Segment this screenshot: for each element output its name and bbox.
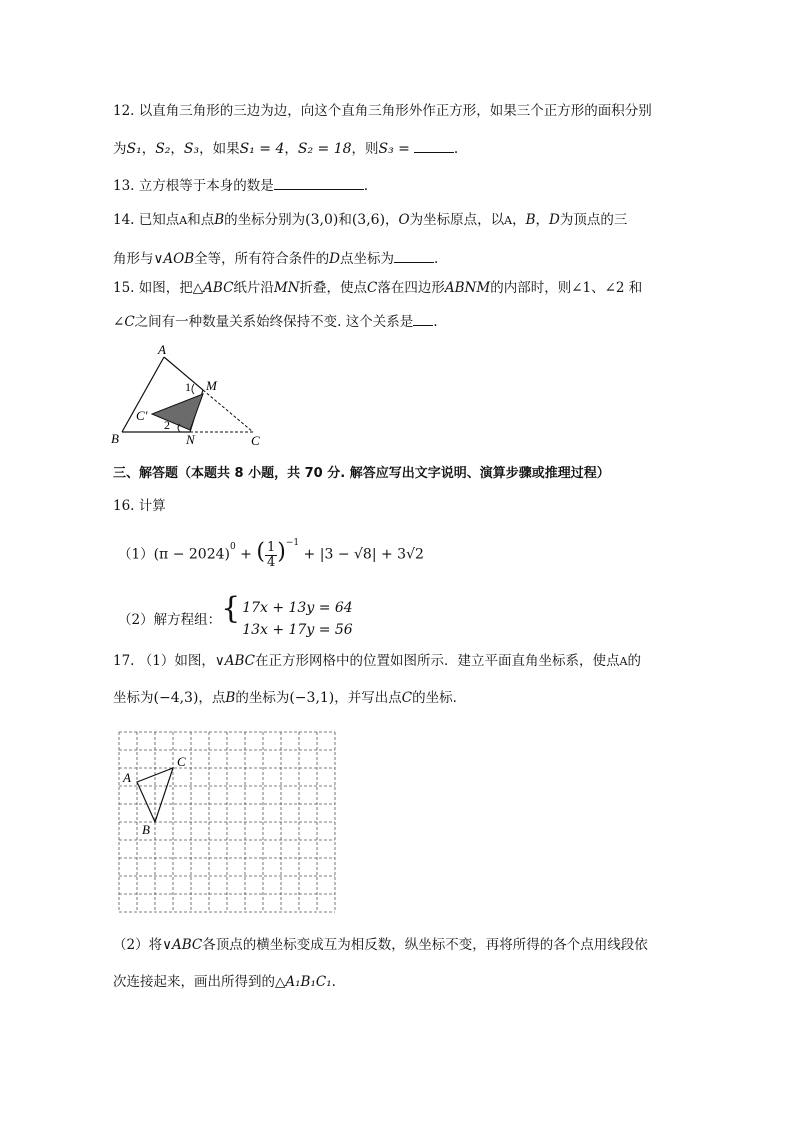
- q15-C2: C: [124, 314, 135, 330]
- q12-eq1: S₁ = 4: [239, 141, 285, 157]
- q16-p1-rest: + |3 − √8| + 3√2: [299, 546, 424, 563]
- q16-eq2: 13x + 17y = 56: [242, 622, 353, 638]
- q15-C: C: [367, 280, 378, 296]
- q14-t7: ，: [512, 212, 526, 228]
- q14-t12: 点坐标为: [339, 251, 394, 267]
- q16-p1-label: （1）: [118, 546, 154, 563]
- q17-t3: 的: [627, 653, 641, 669]
- q14-tail: .: [433, 251, 439, 267]
- q12-text: 12. 以直角三角形的三边为边，向这个直角三角形外作正方形，如果三个正方形的面积分别: [113, 103, 652, 119]
- q15-t3: 折叠，使点: [299, 280, 368, 296]
- q16-p1-frac-den: 4: [266, 554, 276, 570]
- q16-system: [242, 597, 353, 641]
- q17-p2-tail: .: [331, 974, 336, 990]
- q17-tri: ∨ABC: [214, 653, 255, 669]
- q14-line2: [113, 248, 438, 268]
- q15-line2: [113, 311, 438, 331]
- q14-B: B: [214, 212, 225, 228]
- fig17-label-B: B: [142, 822, 150, 837]
- q15-t5: 的内部时，则∠1、∠2 和: [490, 280, 643, 296]
- q12-text-b3: ，: [170, 141, 184, 157]
- q16-p1-frac-num: 1: [266, 539, 276, 555]
- fig17-label-A: A: [123, 770, 131, 785]
- fig15-label-N: N: [186, 432, 195, 447]
- q13-tail: .: [363, 178, 369, 194]
- q17-C: C: [401, 690, 413, 706]
- q12-line2: [113, 138, 458, 158]
- q17-line1: [113, 652, 641, 671]
- q17-p2-t3: 次连接起来，画出所得到的: [113, 974, 275, 990]
- q15-t2: 纸片沿: [233, 280, 274, 296]
- fig17-label-C: C: [177, 754, 186, 769]
- fig15-label-B: B: [111, 431, 119, 446]
- q14-B2: B: [525, 212, 536, 228]
- q16-system-brace: {: [221, 591, 241, 626]
- fig15-label-2: 2: [164, 418, 170, 432]
- q12-eq3: S₃ =: [378, 141, 410, 157]
- fig15-label-C: C: [251, 433, 260, 448]
- q15-t6: 之间有一种数量关系始终保持不变. 这个关系是: [134, 314, 414, 330]
- q14-t1: 14. 已知点: [113, 212, 180, 228]
- q16-p1-exp: −1: [285, 538, 300, 548]
- q14-t9: 为顶点的三: [559, 212, 628, 228]
- fig15-edge-MC-dashed: [203, 390, 253, 432]
- q14-A2: A: [504, 214, 513, 227]
- section3-heading: 三、解答题（本题共 8 小题，共 70 分. 解答应写出文字说明、演算步骤或推理过程）: [113, 466, 610, 481]
- q16-part1: [118, 540, 424, 570]
- q17-A: A: [619, 655, 628, 668]
- fig15-folded-triangle: [152, 394, 203, 430]
- fig15-label-M: M: [206, 378, 217, 393]
- q12-s1: S₁: [126, 141, 142, 157]
- q14-t5: ，: [385, 212, 399, 228]
- q14-D2: D: [329, 251, 340, 267]
- q16-p1-lparen: (: [256, 539, 265, 565]
- q17-p2-t1: （2）将: [113, 937, 163, 953]
- fig15-label-A: A: [158, 342, 166, 357]
- q15-answer-blank[interactable]: [413, 311, 433, 326]
- q16-p1-plus: +: [235, 546, 257, 563]
- q16-p1-rparen: ): [277, 539, 286, 565]
- fig15-angle1-arc: [192, 384, 194, 394]
- q14-A: A: [179, 214, 188, 227]
- q17-pB: (−3,1): [289, 690, 335, 706]
- q14-p2: (3,6): [351, 212, 386, 228]
- q14-t3: 的坐标分别为: [224, 212, 306, 228]
- q16-p1-expr1: (π − 2024): [153, 546, 230, 563]
- q15-tri: △ABC: [192, 280, 234, 296]
- q12-text-b1: 为: [113, 141, 127, 157]
- fig17-square-grid: [115, 728, 340, 914]
- q15-angle: ∠: [113, 314, 125, 330]
- q16-p2-label: （2）解方程组：: [118, 612, 222, 628]
- q12-text-b6: ，则: [351, 141, 379, 157]
- q12-s2: S₂: [155, 141, 171, 157]
- q17-p2-tri: ∨ABC: [162, 937, 203, 953]
- q12-eq2: S₂ = 18: [297, 141, 352, 157]
- q17-line2: [113, 689, 466, 707]
- q15-t4: 落在四边形: [377, 280, 445, 296]
- q14-t10: 角形与: [113, 251, 154, 267]
- q14-t2: 和点: [187, 212, 215, 228]
- q15-tail: .: [433, 314, 438, 330]
- q17-B: B: [225, 690, 236, 706]
- q17-t1: 17. （1）如图，: [113, 653, 215, 669]
- q17-t7: ，并写出点: [334, 690, 402, 706]
- fig15-edge-AM: [164, 357, 203, 390]
- fig15-label-Cprime: C′: [136, 408, 148, 423]
- q14-t8: ，: [535, 212, 549, 228]
- q14-t11: 全等，所有符合条件的: [194, 251, 330, 267]
- q12-text-b2: ，: [141, 141, 156, 157]
- q17-t8: 的坐标．: [412, 690, 467, 706]
- q12-s3: S₃: [183, 141, 200, 157]
- q17-pA: (−4,3): [153, 690, 199, 706]
- q12-text-b5: ，: [284, 141, 298, 157]
- q17-t6: 的坐标为: [235, 690, 290, 706]
- q14-t6: 为坐标原点，以: [409, 212, 505, 228]
- q15-mn: MN: [273, 280, 300, 296]
- q12-text-b4: ，如果: [199, 141, 240, 157]
- q17-t4: 坐标为: [113, 690, 154, 706]
- fig15-triangle-diagram: [108, 340, 278, 450]
- q16-part2: [118, 591, 353, 641]
- q15-abnm: ABNM: [444, 280, 491, 296]
- fig15-label-1: 1: [185, 380, 191, 394]
- q12-answer-blank[interactable]: [414, 138, 454, 153]
- q16-title: 16. 计算: [113, 498, 166, 514]
- q12-tail: .: [453, 141, 459, 157]
- q14-answer-blank[interactable]: [394, 248, 434, 263]
- q14-O: O: [398, 212, 410, 228]
- q14-t4: 和: [338, 212, 352, 228]
- q15-t1: 15. 如图，把: [113, 280, 193, 296]
- q17-t5: ，点: [198, 690, 226, 706]
- q16-p1-fraction: [265, 541, 277, 570]
- q16-eq1: 17x + 13y = 64: [242, 600, 353, 616]
- q15-line1: [113, 279, 642, 297]
- q17-p2-t2: 各顶点的横坐标变成互为相反数，纵坐标不变，再将所得的各个点用线段依: [202, 937, 648, 953]
- q17-p2-tri2: △A₁B₁C₁: [275, 974, 332, 990]
- q16-p1-exp0: 0: [229, 542, 236, 552]
- q14-p1: (3,0): [305, 212, 339, 228]
- q17-t2: 在正方形网格中的位置如图所示．建立平面直角坐标系，使点: [255, 653, 620, 669]
- q13-line: [113, 175, 368, 195]
- fig17-gridlines: [119, 732, 335, 912]
- q14-D: D: [549, 212, 560, 228]
- q17-part2-line2: [113, 973, 336, 991]
- q14-line1: [113, 211, 627, 230]
- q13-text: 13. 立方根等于本身的数是: [113, 178, 274, 194]
- q17-part2-line1: [113, 936, 648, 954]
- q12-line1: [113, 102, 652, 120]
- q14-tri: ∨AOB: [153, 251, 195, 267]
- q13-answer-blank[interactable]: [274, 175, 364, 190]
